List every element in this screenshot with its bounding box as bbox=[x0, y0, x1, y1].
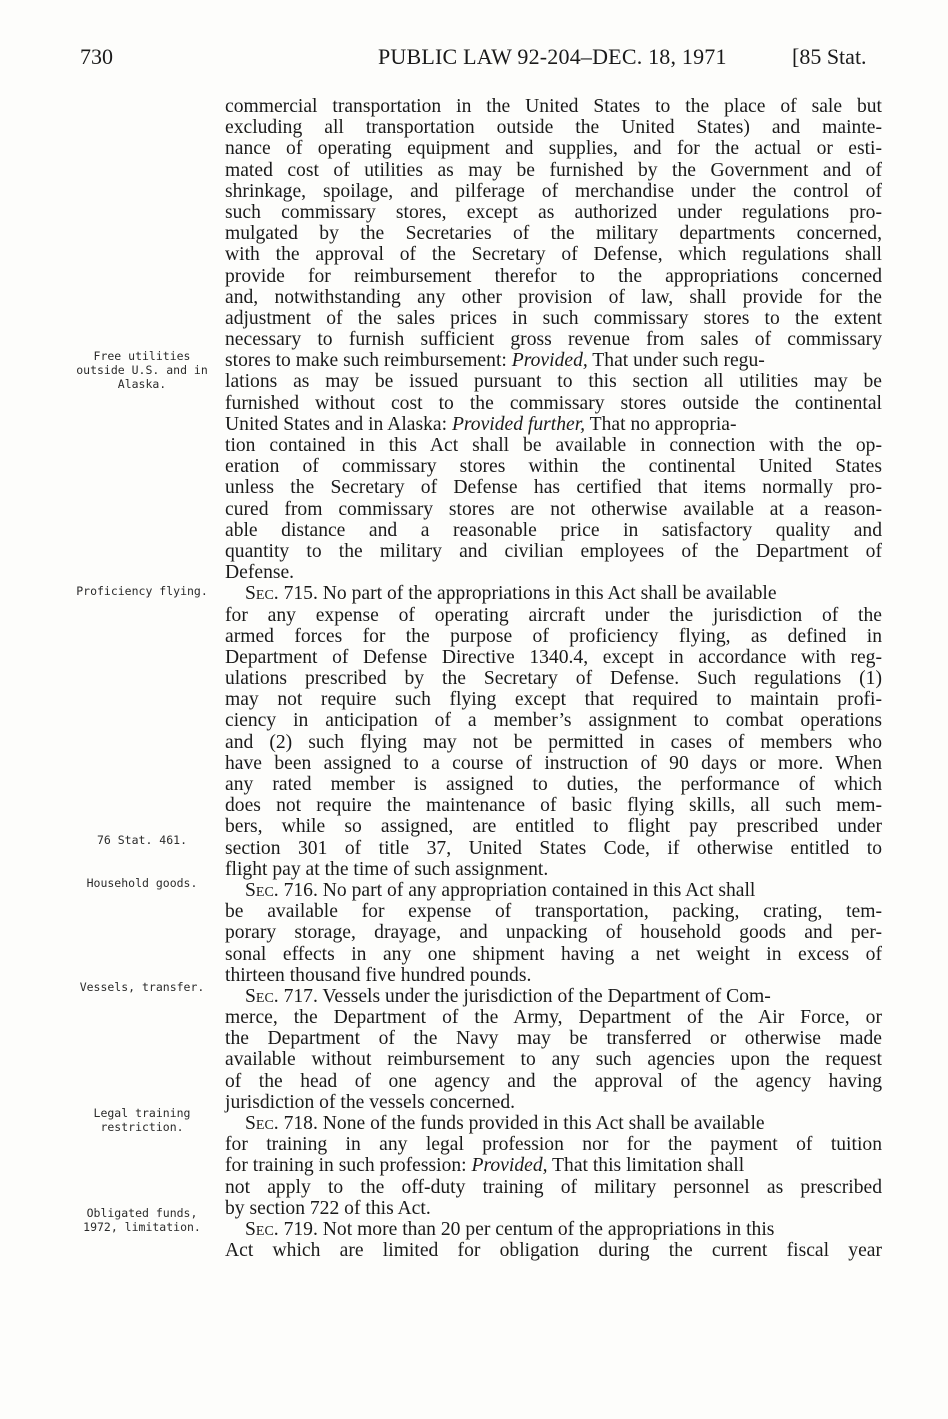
text-line: does not require the maintenance of basic flying skills, all such mem- bbox=[225, 795, 882, 817]
text-line: and, notwithstanding any other provision of law, shall provide for the bbox=[225, 286, 882, 308]
text-line: be available for expense of transportation, packing, crating, tem- bbox=[225, 901, 882, 923]
proviso-italic: Provided, bbox=[511, 350, 588, 372]
text-line: bers, while so assigned, are entitled to flight pay prescribed under bbox=[225, 816, 882, 838]
text-line: excluding all transportation outside the United States) and mainte- bbox=[225, 117, 882, 139]
section-label: Sec. bbox=[245, 879, 279, 901]
margin-note-proficiency-flying: Proficiency flying. bbox=[76, 584, 208, 598]
text-line: unless the Secretary of Defense has certified that items normally pro- bbox=[225, 477, 882, 499]
text-segment: for training in such profession: bbox=[225, 1155, 472, 1177]
section-label: Sec. bbox=[245, 1218, 279, 1240]
text-line: tion contained in this Act shall be available in connection with the op- bbox=[225, 435, 882, 456]
text-line: sonal effects in any one shipment having a net weight in excess of bbox=[225, 943, 882, 965]
text-line: furnished without cost to the commissary stores outside the continental bbox=[225, 392, 882, 414]
margin-note-legal-training: Legal training restriction. bbox=[93, 1106, 191, 1134]
text-segment: 719. Not more than 20 per centum of the appropriations in this bbox=[278, 1218, 775, 1240]
text-segment: 717. Vessels under the jurisdiction of the Department of Com- bbox=[278, 985, 771, 1007]
text-line: Act which are limited for obligation during the current fiscal year bbox=[225, 1240, 882, 1262]
text-line: jurisdiction of the vessels concerned. bbox=[225, 1091, 516, 1113]
text-line: by section 722 of this Act. bbox=[225, 1197, 431, 1219]
text-line: eration of commissary stores within the continental United States bbox=[225, 456, 882, 478]
text-line: section 301 of title 37, United States Code, if otherwise entitled to bbox=[225, 837, 882, 859]
volume-reference: [85 Stat. bbox=[792, 44, 867, 69]
text-line: quantity to the military and civilian employees of the Department of bbox=[225, 540, 882, 562]
text-line: porary storage, drayage, and unpacking of household goods and per- bbox=[225, 922, 882, 944]
text-segment: 715. No part of the appropriations in this Act shall be available bbox=[278, 583, 777, 605]
page-number: 730 bbox=[80, 44, 113, 69]
text-line: shrinkage, spoilage, and pilferage of merchandise under the control of bbox=[225, 180, 882, 202]
text-line: adjustment of the sales prices in such commissary stores to the extent bbox=[225, 307, 882, 329]
margin-note-vessels-transfer: Vessels, transfer. bbox=[79, 980, 205, 994]
section-label: Sec. bbox=[245, 583, 279, 605]
text-segment: United States and in Alaska: bbox=[225, 413, 452, 435]
text-line: any rated member is assigned to duties, the performance of which bbox=[225, 774, 882, 795]
text-line: mated cost of utilities as may be furnished by the Government and of bbox=[225, 159, 882, 181]
section-718-start bbox=[225, 1113, 882, 1134]
margin-note-obligated-funds: Obligated funds, 1972, limitation. bbox=[83, 1206, 201, 1234]
text-line: lations as may be issued pursuant to this section all utilities may be bbox=[225, 371, 882, 393]
text-line: for any expense of operating aircraft under the jurisdiction of the bbox=[225, 604, 882, 626]
section-716-start bbox=[225, 880, 882, 901]
section-label: Sec. bbox=[245, 1113, 279, 1134]
text-line: mulgated by the Secretaries of the military departments concerned, bbox=[225, 223, 882, 245]
text-line: armed forces for the purpose of proficiency flying, as defined in bbox=[225, 625, 882, 647]
text-segment: stores to make such reimbursement: bbox=[225, 350, 512, 372]
text-segment: That under such regu- bbox=[587, 350, 765, 372]
proviso-italic: Provided, bbox=[471, 1155, 548, 1177]
text-line: Defense. bbox=[225, 562, 295, 584]
margin-note-free-utilities: Free utilities outside U.S. and in Alaska. bbox=[76, 349, 208, 391]
section-717-start bbox=[225, 986, 882, 1007]
text-line: have been assigned to a course of instruction of 90 days or more. When bbox=[225, 752, 882, 774]
margin-note-stat-citation: 76 Stat. 461. bbox=[96, 833, 187, 847]
section-719-start bbox=[225, 1219, 882, 1240]
text-line bbox=[225, 350, 882, 371]
text-line bbox=[225, 414, 882, 435]
text-line: necessary to furnish sufficient gross revenue from sales of commissary bbox=[225, 329, 882, 351]
section-label: Sec. bbox=[245, 985, 279, 1007]
text-line: with the approval of the Secretary of Defense, which regulations shall bbox=[225, 244, 882, 266]
text-line: able distance and a reasonable price in satisfactory quality and bbox=[225, 519, 882, 541]
text-segment: That no appropria- bbox=[585, 413, 737, 435]
text-line: provide for reimbursement therefor to the appropriations concerned bbox=[225, 265, 882, 287]
text-line: such commissary stores, except as authorized under regulations pro- bbox=[225, 201, 882, 223]
running-title: PUBLIC LAW 92-204–DEC. 18, 1971 bbox=[378, 44, 727, 69]
text-line: thirteen thousand five hundred pounds. bbox=[225, 964, 532, 986]
text-line bbox=[225, 1155, 882, 1176]
text-line: Department of Defense Directive 1340.4, except in accordance with reg- bbox=[225, 646, 882, 668]
proviso-italic: Provided further, bbox=[451, 413, 586, 435]
body-text bbox=[225, 96, 882, 1261]
text-line: ciency in anticipation of a member’s assignment to combat operations bbox=[225, 710, 882, 732]
text-segment: 716. No part of any appropriation contained in this Act shall bbox=[278, 879, 756, 901]
text-line: cured from commissary stores are not otherwise available at a reason- bbox=[225, 498, 882, 520]
text-segment: 718. None of the funds provided in this Act shall be available bbox=[278, 1113, 765, 1134]
text-line: available without reimbursement to any such agencies upon the request bbox=[225, 1049, 882, 1071]
text-line: not apply to the off-duty training of military personnel as prescribed bbox=[225, 1176, 882, 1198]
text-line: merce, the Department of the Army, Department of the Air Force, or bbox=[225, 1007, 882, 1029]
text-line: may not require such flying except that required to maintain profi- bbox=[225, 689, 882, 711]
text-segment: That this limitation shall bbox=[547, 1155, 745, 1177]
text-line: nance of operating equipment and supplies, and for the actual or esti- bbox=[225, 138, 882, 160]
page-header bbox=[0, 44, 948, 78]
text-line: flight pay at the time of such assignment. bbox=[225, 858, 549, 880]
text-line: the Department of the Navy may be transferred or otherwise made bbox=[225, 1028, 882, 1050]
margin-note-household-goods: Household goods. bbox=[86, 876, 198, 890]
section-715-start bbox=[225, 583, 882, 604]
text-line: commercial transportation in the United States to the place of sale but bbox=[225, 96, 882, 117]
text-line: for training in any legal profession nor for the payment of tuition bbox=[225, 1134, 882, 1156]
text-line: ulations prescribed by the Secretary of Defense. Such regulations (1) bbox=[225, 668, 882, 690]
text-line: of the head of one agency and the approval of the agency having bbox=[225, 1070, 882, 1092]
text-line: and (2) such flying may not be permitted in cases of members who bbox=[225, 731, 882, 753]
